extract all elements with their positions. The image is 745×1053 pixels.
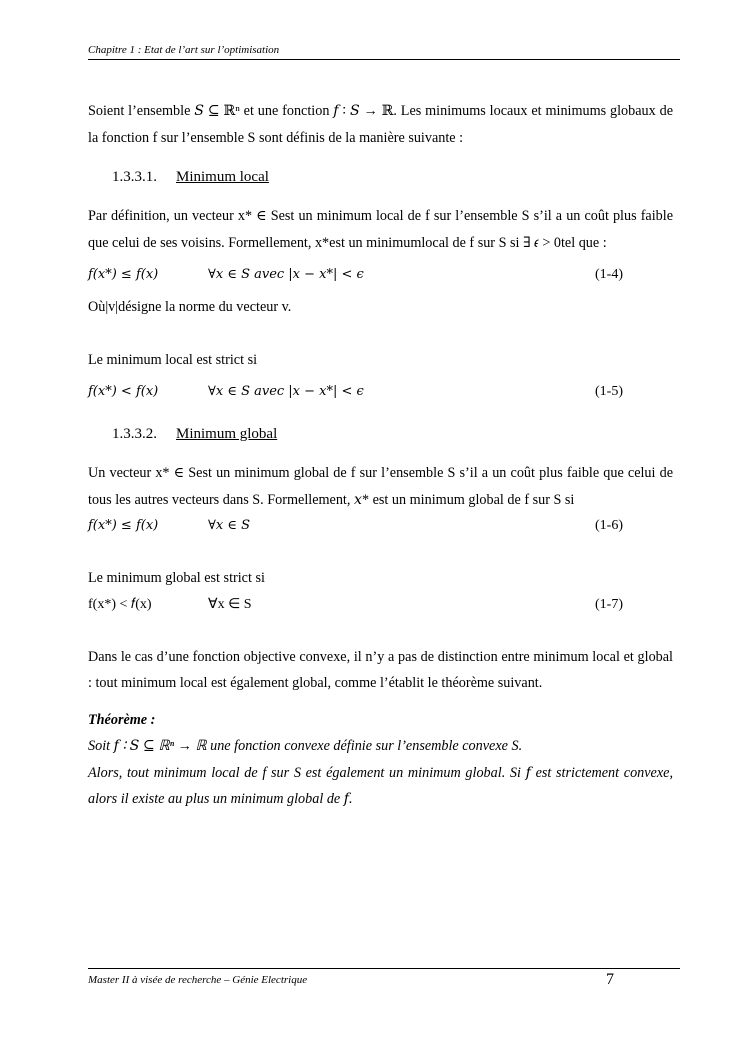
equation-condition: ∀𝑥 ∈ 𝑆 𝑎𝑣𝑒𝑐 |𝑥 − 𝑥*| < 𝜖 <box>208 267 364 282</box>
page-number: 7 <box>606 971 614 988</box>
norm-note: Où|v|désigne la norme du vecteur v. <box>88 299 292 315</box>
global-strict-text: Le minimum global est strict si <box>88 570 265 586</box>
equation-1-7 <box>88 592 673 618</box>
equation-1-4 <box>88 262 673 288</box>
global-definition: Un vecteur x* ∈ Sest un minimum global de f sur l’ensemble S s’il a un coût plus faible que celui de tous les autres vecteurs dans S. Formellement, 𝑥* est un minimum global de f sur S si <box>88 465 673 508</box>
equation-number: (1-6) <box>595 518 623 533</box>
equation-number: (1-4) <box>595 267 623 282</box>
equation-condition: ∀x ∈ S <box>208 596 252 612</box>
running-header <box>88 44 680 60</box>
theorem-title: Théorème : <box>88 711 156 728</box>
equation-condition: ∀𝑥 ∈ 𝑆 <box>208 518 250 533</box>
chapter-title: Chapitre 1 : Etat de l’art sur l’optimisation <box>88 44 280 56</box>
equation-number: (1-5) <box>595 384 623 399</box>
equation-condition: ∀𝑥 ∈ 𝑆 𝑎𝑣𝑒𝑐 |𝑥 − 𝑥*| < 𝜖 <box>208 384 364 399</box>
section-number: 1.3.3.2. <box>112 426 157 442</box>
equation-lhs: f(x*) < 𝑓(x) <box>88 596 152 612</box>
local-definition: Par définition, un vecteur x* ∈ Sest un minimum local de f sur l’ensemble S s’il a un coût plus faible que celui de ses voisins. Formellement, x*est un minimumlocal de f sur S si ∃ 𝜖 > 0tel que : <box>88 208 673 251</box>
page-body <box>88 98 673 813</box>
equation-lhs: 𝑓(𝑥*) ≤ 𝑓(𝑥) <box>88 518 159 533</box>
convex-paragraph: Dans le cas d’une fonction objective convexe, il n’y a pas de distinction entre minimum local et global : tout minimum local est également global, comme l’établit le théorème suivant. <box>88 648 673 691</box>
section-title: Minimum global <box>176 426 278 442</box>
intro-paragraph: Soient l’ensemble 𝑆 ⊆ ℝⁿ et une fonction 𝑓 ∶ 𝑆 → ℝ. Les minimums locaux et minimums globaux de la fonction f sur l’ensemble S sont définis de la manière suivante : <box>88 103 673 146</box>
equation-number: (1-7) <box>595 596 623 612</box>
section-heading-local <box>112 164 673 190</box>
section-number: 1.3.3.1. <box>112 169 157 185</box>
theorem-line-2: Alors, tout minimum local de f sur S est également un minimum global. Si 𝑓 est strictement convexe, alors il existe au plus un minimum global de 𝑓. <box>88 764 673 807</box>
theorem-line-1: Soit 𝑓 ∶ 𝑆 ⊆ ℝⁿ → ℝ une fonction convexe définie sur l’ensemble convexe S. <box>88 738 523 754</box>
equation-lhs: 𝑓(𝑥*) < 𝑓(𝑥) <box>88 384 159 399</box>
equation-lhs: 𝑓(𝑥*) ≤ 𝑓(𝑥) <box>88 267 159 282</box>
running-footer <box>88 968 680 996</box>
local-strict-text: Le minimum local est strict si <box>88 351 258 368</box>
section-heading-global <box>112 421 673 447</box>
equation-1-5 <box>88 379 673 405</box>
footer-text: Master II à visée de recherche – Génie Electrique <box>88 974 308 986</box>
equation-1-6 <box>88 513 673 539</box>
section-title: Minimum local <box>176 169 269 185</box>
